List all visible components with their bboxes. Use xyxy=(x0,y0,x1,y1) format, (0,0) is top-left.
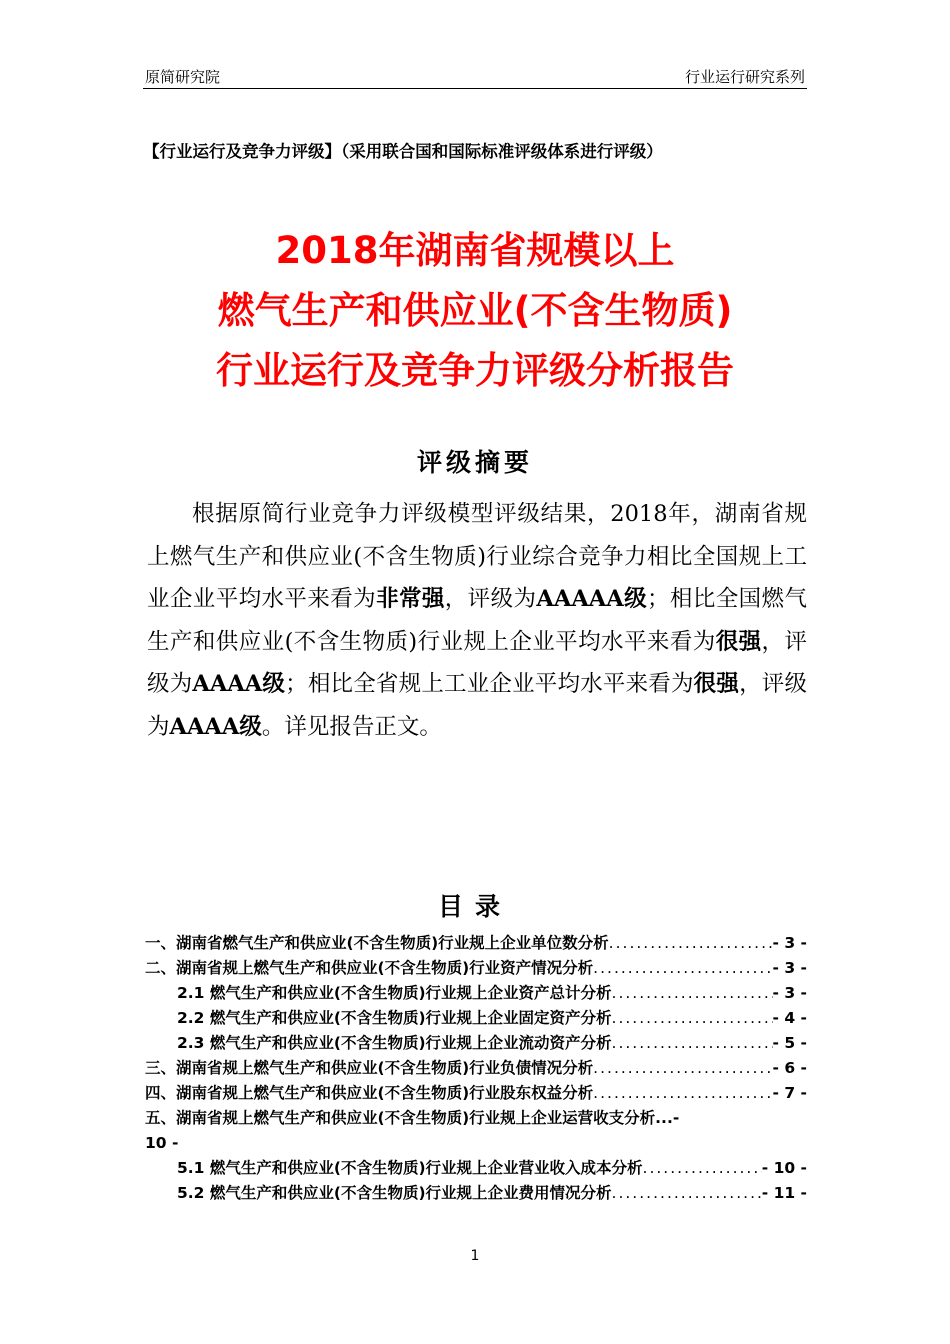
toc-leader xyxy=(593,1056,772,1081)
toc-leader xyxy=(593,1081,772,1106)
toc-item-page: 10 - xyxy=(145,1134,179,1152)
toc-item-text: 5.2 燃气生产和供应业(不含生物质)行业规上企业费用情况分析 xyxy=(177,1184,612,1202)
report-title-line-1: 2018年湖南省规模以上 xyxy=(275,229,675,272)
summary-emphasis: AAAA级 xyxy=(169,713,262,740)
toc-leader xyxy=(612,1006,773,1031)
rating-method-line: 【行业运行及竞争力评级】（采用联合国和国际标准评级体系进行评级） xyxy=(143,142,663,161)
page-header xyxy=(143,62,807,89)
toc-item[interactable] xyxy=(145,1081,807,1106)
toc-item[interactable] xyxy=(145,956,807,981)
toc-item-text: 2.3 燃气生产和供应业(不含生物质)行业规上企业流动资产分析 xyxy=(177,1034,612,1052)
toc-item-text: 2.1 燃气生产和供应业(不含生物质)行业规上企业资产总计分析 xyxy=(177,984,612,1002)
toc-item-text: 2.2 燃气生产和供应业(不含生物质)行业规上企业固定资产分析 xyxy=(177,1009,612,1027)
header-left-text: 原简研究院 xyxy=(145,68,221,86)
toc-item[interactable] xyxy=(145,981,807,1006)
table-of-contents xyxy=(145,931,807,1206)
toc-item-page: - 7 - xyxy=(772,1084,807,1102)
report-title-line-2: 燃气生产和供应业(不含生物质) xyxy=(217,289,733,332)
toc-item-text: 一、湖南省燃气生产和供应业(不含生物质)行业规上企业单位数分析 xyxy=(145,934,609,952)
summary-emphasis: AAAA级 xyxy=(192,671,286,697)
toc-leader xyxy=(643,1156,762,1181)
toc-leader xyxy=(593,956,772,981)
summary-text: ，评级为 xyxy=(444,586,537,612)
toc-leader xyxy=(609,931,773,956)
toc-leader xyxy=(612,1031,773,1056)
report-title-line-3: 行业运行及竞争力评级分析报告 xyxy=(216,349,734,392)
toc-heading: 目录 xyxy=(437,892,512,921)
toc-item-text: 二、湖南省规上燃气生产和供应业(不含生物质)行业资产情况分析 xyxy=(145,959,594,977)
summary-emphasis: 很强 xyxy=(693,671,740,697)
toc-leader xyxy=(612,981,773,1006)
toc-item-text: 五、湖南省规上燃气生产和供应业(不含生物质)行业规上企业运营收支分析...- xyxy=(145,1109,680,1127)
toc-item-page: - 3 - xyxy=(772,959,807,977)
toc-item-page: - 4 - xyxy=(772,1009,807,1027)
header-right-text: 行业运行研究系列 xyxy=(684,68,805,86)
page-number: 1 xyxy=(470,1248,480,1264)
toc-item-page: - 10 - xyxy=(761,1159,807,1177)
summary-text: ；相比全省规上工业企业平均水平来看为 xyxy=(285,671,694,697)
summary-text: 。详见报告正文。 xyxy=(261,713,442,740)
toc-leader xyxy=(612,1181,762,1206)
summary-text: ；相比全国燃气生产和供应业(不含生物质)行业规上企业平均水平来看为 xyxy=(147,586,807,655)
toc-item[interactable] xyxy=(145,1156,807,1181)
toc-item-page: - 3 - xyxy=(772,934,807,952)
toc-item[interactable] xyxy=(145,931,807,956)
summary-emphasis: 非常强 xyxy=(376,586,445,612)
toc-item[interactable] xyxy=(145,1106,807,1156)
toc-item-page: - 3 - xyxy=(772,984,807,1002)
summary-emphasis: 很强 xyxy=(715,628,762,655)
toc-item-text: 四、湖南省规上燃气生产和供应业(不含生物质)行业股东权益分析 xyxy=(145,1084,594,1102)
toc-item[interactable] xyxy=(145,1031,807,1056)
summary-heading: 评级摘要 xyxy=(416,448,533,477)
summary-text: ，评级为 xyxy=(147,628,807,697)
summary-paragraph xyxy=(147,493,807,748)
toc-item-text: 5.1 燃气生产和供应业(不含生物质)行业规上企业营业收入成本分析 xyxy=(177,1159,643,1177)
summary-text: 根据原简行业竞争力评级模型评级结果，2018年，湖南省规上燃气生产和供应业(不含生物质)行业综合竞争力相比全国规上工业企业平均水平来看为 xyxy=(147,501,807,612)
toc-item-page: - 6 - xyxy=(772,1059,807,1077)
toc-item-page: - 11 - xyxy=(761,1184,807,1202)
toc-item[interactable] xyxy=(145,1181,807,1206)
toc-item[interactable] xyxy=(145,1006,807,1031)
toc-item-page: - 5 - xyxy=(772,1034,807,1052)
toc-item-text: 三、湖南省规上燃气生产和供应业(不含生物质)行业负债情况分析 xyxy=(145,1059,594,1077)
summary-text: ，评级为 xyxy=(147,671,807,740)
summary-emphasis: AAAAA级 xyxy=(536,586,648,612)
toc-item[interactable] xyxy=(145,1056,807,1081)
